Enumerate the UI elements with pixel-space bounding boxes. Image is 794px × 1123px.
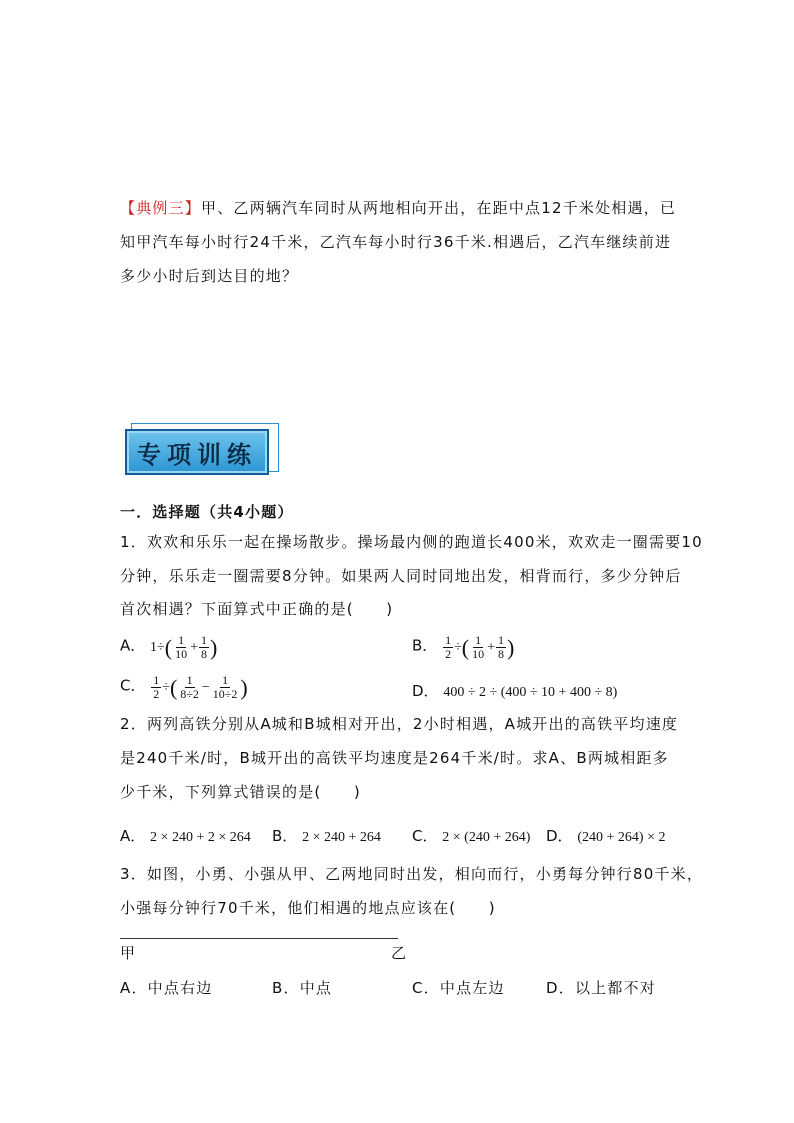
q3-option-d-text: 以上都不对 — [574, 979, 656, 997]
badge-label: 专项训练 — [137, 439, 257, 469]
q2-option-c-label: C． — [412, 827, 438, 845]
q1-option-b-label: B． — [412, 636, 438, 655]
q2-option-b-label: B． — [272, 827, 298, 845]
q1b-frac-1: $\frac{1}{10}$ — [472, 633, 485, 661]
q3-option-b-label: B． — [272, 979, 300, 997]
q2-option-b-expr: 2 × 240 + 264 — [302, 830, 381, 845]
q2-option-d[interactable] — [546, 825, 665, 846]
route-start-label: 甲 — [120, 944, 136, 962]
example-line-1 — [120, 197, 676, 218]
q1-option-b-expr: $\frac{1}{2}$ ÷( $\frac{1}{10}$ + $\frac{1}{8}$ ) — [445, 633, 515, 661]
q1-option-a-label: A． — [120, 636, 146, 655]
q2-line-2: 是240千米/时，B城开出的高铁平均速度是264千米/时。求A、B两城相距多 — [120, 749, 669, 767]
q1a-frac-2: $\frac{1}{8}$ — [200, 633, 207, 661]
example-text-1: 甲、乙两辆汽车同时从两地相向开出，在距中点12千米处相遇，已 — [201, 199, 677, 217]
q1-line-3: 首次相遇？下面算式中正确的是( ) — [120, 600, 394, 618]
q3-option-a[interactable] — [120, 977, 212, 998]
q1-option-b[interactable] — [412, 634, 514, 661]
q1a-frac-1: $\frac{1}{10}$ — [175, 633, 188, 661]
q2-option-d-expr: (240 + 264) × 2 — [577, 830, 666, 845]
q2-line-3: 少千米，下列算式错误的是( ) — [120, 783, 361, 801]
special-training-badge — [125, 423, 279, 473]
q1-option-a[interactable] — [120, 634, 217, 661]
q3-option-d-label: D． — [546, 979, 575, 997]
example-line-3: 多少小时后到达目的地？ — [120, 267, 299, 285]
q2-option-c[interactable] — [412, 825, 530, 846]
q3-option-a-label: A． — [120, 979, 148, 997]
q1-option-c-expr: $\frac{1}{2}$ ÷( $\frac{1}{8\div 2}$ − $\frac{1}{10\div 2}$ ) — [153, 673, 248, 701]
example-line-2: 知甲汽车每小时行24千米，乙汽车每小时行36千米.相遇后，乙汽车继续前进 — [120, 233, 672, 251]
q2-option-b[interactable] — [272, 825, 381, 846]
q1-line-2: 分钟，乐乐走一圈需要8分钟。如果两人同时同地出发，相背而行，多少分钟后 — [120, 567, 682, 585]
q1-option-c-label: C． — [120, 676, 146, 695]
q1a-lead: 1÷ — [150, 639, 165, 655]
q1-line-1: 1．欢欢和乐乐一起在操场散步。操场最内侧的跑道长400米，欢欢走一圈需要10 — [120, 533, 703, 551]
q3-option-c[interactable] — [412, 977, 505, 998]
route-line — [120, 938, 398, 939]
q2-option-a-label: A． — [120, 827, 146, 845]
q1c-frac-1: $\frac{1}{8\div 2}$ — [180, 673, 199, 701]
q3-line-2: 小强每分钟行70千米，他们相遇的地点应该在( ) — [120, 899, 496, 917]
q3-option-b[interactable] — [272, 977, 332, 998]
q1c-frac-2: $\frac{1}{10\div 2}$ — [212, 673, 238, 701]
q1-option-c[interactable] — [120, 674, 248, 701]
badge-face — [125, 429, 269, 475]
q3-option-c-text: 中点左边 — [439, 979, 505, 997]
q3-line-1: 3．如图，小勇、小强从甲、乙两地同时出发，相向而行，小勇每分钟行80千米， — [120, 865, 704, 883]
example-tag: 【典例三】 — [120, 199, 202, 217]
q2-option-d-label: D． — [546, 827, 573, 845]
q2-option-c-expr: 2 × (240 + 264) — [442, 830, 531, 845]
q3-option-d[interactable] — [546, 977, 656, 998]
q1-option-d-label: D． — [412, 682, 439, 700]
q3-option-a-text: 中点右边 — [147, 979, 213, 997]
q2-line-1: 2．两列高铁分别从A城和B城相对开出，2小时相遇，A城开出的高铁平均速度 — [120, 715, 679, 733]
q1c-frac-0: $\frac{1}{2}$ — [153, 673, 160, 701]
q2-option-a-expr: 2 × 240 + 2 × 264 — [150, 830, 251, 845]
q1-option-a-expr: 1÷( $\frac{1}{10}$ + $\frac{1}{8}$ ) — [150, 633, 218, 661]
q1b-frac-0: $\frac{1}{2}$ — [445, 633, 452, 661]
q3-option-b-text: 中点 — [299, 979, 333, 997]
route-end-label: 乙 — [391, 944, 407, 962]
q1-option-d-expr: 400 ÷ 2 ÷ (400 ÷ 10 + 400 ÷ 8) — [443, 685, 618, 700]
q1-option-d[interactable] — [412, 680, 617, 701]
q2-option-a[interactable] — [120, 825, 251, 846]
section-heading: 一．选择题（共4小题） — [120, 503, 294, 521]
q3-option-c-label: C． — [412, 979, 440, 997]
q1b-frac-2: $\frac{1}{8}$ — [498, 633, 504, 661]
